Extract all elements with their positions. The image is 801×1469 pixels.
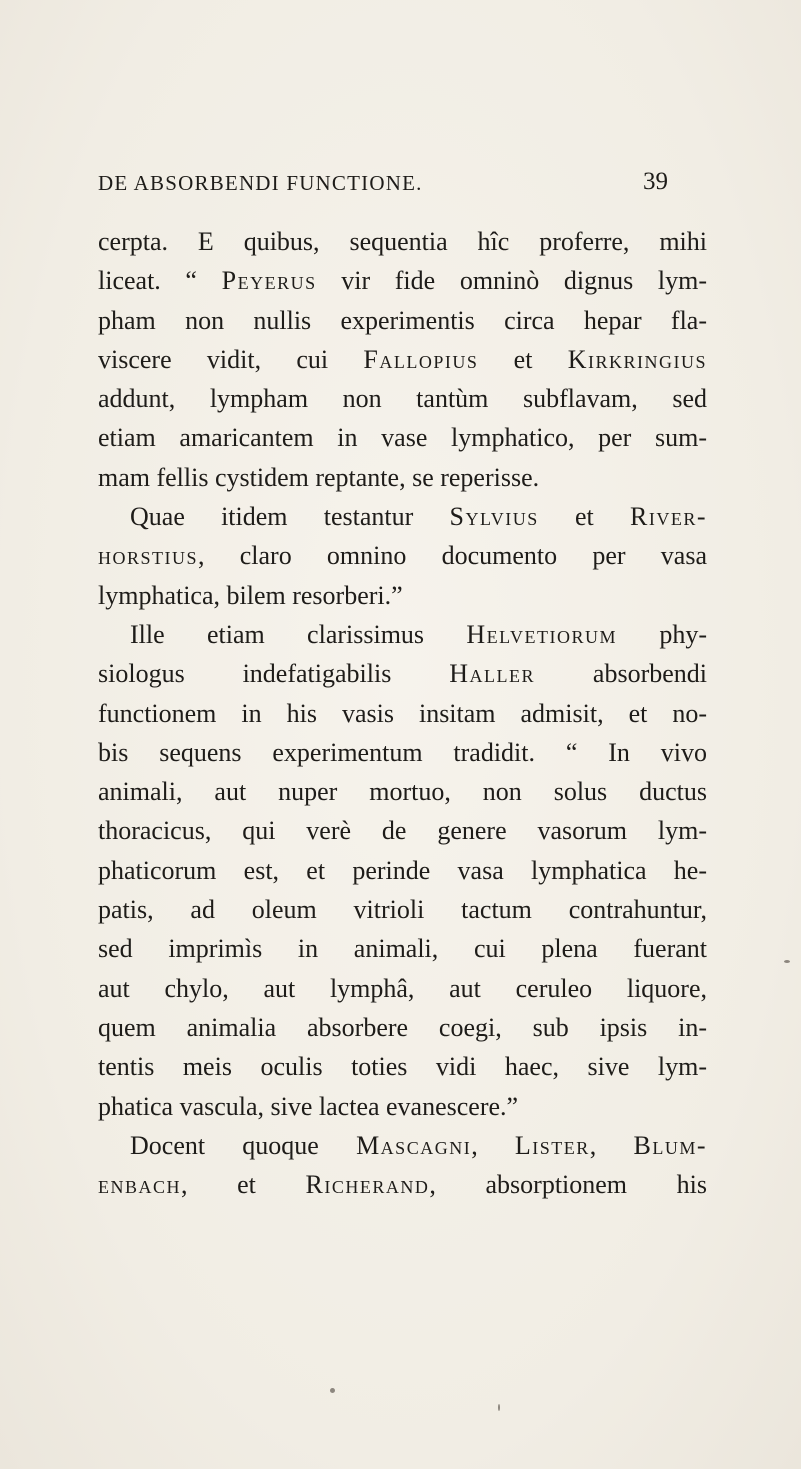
text-line (98, 222, 707, 261)
text-segment: lymphatica, bilem resorberi.” (98, 580, 403, 610)
text-line (98, 811, 707, 850)
text-segment: , (471, 1130, 515, 1160)
author-name: Peyerus (221, 266, 317, 296)
author-name: Richerand (305, 1170, 430, 1200)
text-line (98, 969, 707, 1008)
text-segment: aut chylo, aut lymphâ, aut ceruleo liquore, (98, 973, 707, 1003)
text-segment: et (478, 344, 568, 374)
running-title: DE ABSORBENDI FUNCTIONE. (98, 171, 423, 195)
author-name: River- (630, 502, 707, 532)
text-line (98, 418, 707, 457)
scan-speck (784, 960, 790, 963)
text-segment: absorbendi (535, 659, 707, 689)
text-segment: , et (181, 1170, 306, 1200)
text-line (98, 733, 707, 772)
author-name: enbach (98, 1170, 182, 1200)
text-segment: , absorptionem his (429, 1170, 707, 1200)
text-segment: liceat. “ (98, 266, 222, 296)
text-segment: phy- (617, 619, 707, 649)
text-line (98, 615, 707, 654)
text-segment: sed imprimìs in animali, cui plena fuerant (98, 934, 707, 964)
text-segment: mam fellis cystidem reptante, se reperisse. (98, 462, 540, 492)
text-line (98, 851, 707, 890)
text-segment: phaticorum est, et perinde vasa lymphatica he- (98, 855, 707, 885)
text-segment: cerpta. E quibus, sequentia hîc proferre, mihi (98, 227, 707, 256)
text-segment: , claro omnino documento per vasa (198, 541, 707, 571)
author-name: Lister (514, 1130, 590, 1160)
text-segment: Docent quoque (130, 1130, 357, 1160)
text-line (98, 694, 707, 733)
text-segment: pham non nullis experimentis circa hepar fla- (98, 305, 707, 335)
author-name: Blum- (633, 1130, 708, 1160)
text-segment: patis, ad oleum vitrioli tactum contrahuntur, (98, 895, 707, 925)
text-segment: bis sequens experimentum tradidit. “ In vivo (98, 737, 707, 767)
text-segment: tentis meis oculis toties vidi haec, sive lym- (98, 1052, 707, 1082)
text-segment: functionem in his vasis insitam admisit, et no- (98, 698, 707, 728)
author-name: Haller (449, 659, 536, 689)
text-line (98, 1008, 707, 1047)
text-segment: , (589, 1130, 634, 1160)
author-name: horstius (98, 541, 199, 571)
author-name: Sylvius (449, 502, 539, 532)
text-line (98, 890, 707, 929)
text-line (98, 772, 707, 811)
text-line (98, 301, 707, 340)
text-line (98, 497, 707, 536)
author-name: Mascagni (356, 1130, 472, 1160)
text-line (98, 1087, 707, 1126)
text-line (98, 576, 707, 615)
page-header (98, 168, 668, 201)
text-line (98, 379, 707, 418)
scan-speck (498, 1404, 500, 1411)
text-segment: Ille etiam clarissimus (130, 619, 467, 649)
text-line (98, 1165, 707, 1204)
text-segment: viscere vidit, cui (98, 344, 364, 374)
text-segment: quem animalia absorbere coegi, sub ipsis in- (98, 1012, 707, 1042)
text-segment: vir fide omninò dignus lym- (316, 266, 707, 296)
text-segment: animali, aut nuper mortuo, non solus ductus (98, 777, 707, 807)
text-segment: et (538, 502, 630, 532)
text-line (98, 929, 707, 968)
author-name: Kirkringius (567, 344, 708, 374)
text-line (98, 261, 707, 300)
text-segment: addunt, lympham non tantùm subflavam, sed (98, 384, 707, 414)
text-segment: etiam amaricantem in vase lymphatico, per sum- (98, 423, 707, 453)
text-line (98, 1047, 707, 1086)
text-line (98, 458, 707, 497)
text-segment: phatica vascula, sive lactea evanescere.” (98, 1091, 519, 1121)
scan-speck (330, 1388, 335, 1393)
text-segment: siologus indefatigabilis (98, 659, 450, 689)
text-line (98, 1126, 707, 1165)
text-segment: thoracicus, qui verè de genere vasorum lym- (98, 816, 707, 846)
author-name: Helvetiorum (466, 619, 617, 649)
text-line (98, 340, 707, 379)
body-text (98, 222, 707, 1204)
text-line (98, 654, 707, 693)
text-segment: Quae itidem testantur (130, 502, 450, 532)
page-number: 39 (643, 168, 668, 195)
text-line (98, 536, 707, 575)
author-name: Fallopius (363, 344, 479, 374)
